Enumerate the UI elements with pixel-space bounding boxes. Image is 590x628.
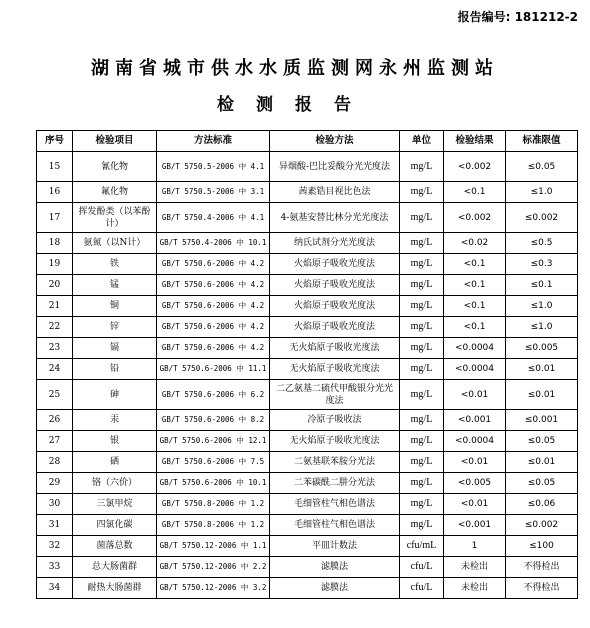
cell-method: 纳氏试剂分光光度法	[270, 233, 400, 254]
cell-item: 镉	[73, 338, 157, 359]
table-row	[37, 359, 578, 380]
cell-unit: cfu/L	[400, 557, 444, 578]
cell-no: 26	[37, 410, 73, 431]
cell-item: 四氯化碳	[73, 515, 157, 536]
cell-result: <0.01	[444, 380, 506, 410]
cell-result: <0.1	[444, 317, 506, 338]
cell-unit: mg/L	[400, 152, 444, 182]
cell-standard: GB/T 5750.6-2006 中 4.2	[157, 317, 270, 338]
cell-standard: GB/T 5750.8-2006 中 1.2	[157, 494, 270, 515]
col-header-unit: 单位	[400, 131, 444, 152]
cell-method: 火焰原子吸收光度法	[270, 275, 400, 296]
cell-unit: mg/L	[400, 515, 444, 536]
cell-result: 未检出	[444, 557, 506, 578]
table-row	[37, 275, 578, 296]
cell-no: 31	[37, 515, 73, 536]
cell-no: 20	[37, 275, 73, 296]
cell-limit: 不得检出	[506, 578, 578, 599]
cell-item: 砷	[73, 380, 157, 410]
cell-limit: ≤0.3	[506, 254, 578, 275]
cell-standard: GB/T 5750.4-2006 中 4.1	[157, 203, 270, 233]
cell-limit: ≤0.06	[506, 494, 578, 515]
cell-result: <0.0004	[444, 359, 506, 380]
cell-no: 32	[37, 536, 73, 557]
cell-item: 氨氮（以N计）	[73, 233, 157, 254]
cell-standard: GB/T 5750.6-2006 中 7.5	[157, 452, 270, 473]
cell-standard: GB/T 5750.6-2006 中 6.2	[157, 380, 270, 410]
cell-unit: mg/L	[400, 494, 444, 515]
cell-method: 平皿计数法	[270, 536, 400, 557]
cell-item: 汞	[73, 410, 157, 431]
cell-no: 24	[37, 359, 73, 380]
cell-unit: mg/L	[400, 410, 444, 431]
table-row	[37, 452, 578, 473]
cell-unit: mg/L	[400, 431, 444, 452]
cell-no: 23	[37, 338, 73, 359]
cell-standard: GB/T 5750.6-2006 中 4.2	[157, 338, 270, 359]
cell-item: 挥发酚类（以苯酚计）	[73, 203, 157, 233]
cell-standard: GB/T 5750.5-2006 中 3.1	[157, 182, 270, 203]
cell-unit: mg/L	[400, 452, 444, 473]
cell-method: 冷原子吸收法	[270, 410, 400, 431]
cell-no: 33	[37, 557, 73, 578]
cell-limit: ≤0.01	[506, 359, 578, 380]
cell-item: 菌落总数	[73, 536, 157, 557]
table-row	[37, 431, 578, 452]
cell-unit: mg/L	[400, 317, 444, 338]
cell-standard: GB/T 5750.12-2006 中 3.2	[157, 578, 270, 599]
cell-limit: ≤0.01	[506, 380, 578, 410]
cell-limit: ≤0.002	[506, 203, 578, 233]
cell-limit: ≤0.05	[506, 473, 578, 494]
table-row	[37, 203, 578, 233]
table-row	[37, 473, 578, 494]
table-row	[37, 410, 578, 431]
cell-method: 茜素锆目视比色法	[270, 182, 400, 203]
cell-limit: ≤100	[506, 536, 578, 557]
cell-method: 滤膜法	[270, 578, 400, 599]
cell-no: 29	[37, 473, 73, 494]
cell-result: <0.001	[444, 515, 506, 536]
cell-standard: GB/T 5750.6-2006 中 11.1	[157, 359, 270, 380]
table-row	[37, 515, 578, 536]
cell-item: 铬（六价）	[73, 473, 157, 494]
cell-result: <0.1	[444, 254, 506, 275]
cell-standard: GB/T 5750.6-2006 中 10.1	[157, 473, 270, 494]
cell-limit: ≤1.0	[506, 317, 578, 338]
cell-method: 滤膜法	[270, 557, 400, 578]
cell-item: 氟化物	[73, 182, 157, 203]
cell-limit: ≤1.0	[506, 182, 578, 203]
table-row	[37, 338, 578, 359]
cell-standard: GB/T 5750.6-2006 中 4.2	[157, 296, 270, 317]
cell-item: 铁	[73, 254, 157, 275]
cell-standard: GB/T 5750.6-2006 中 4.2	[157, 275, 270, 296]
cell-method: 二苯碳酰二肼分光法	[270, 473, 400, 494]
cell-standard: GB/T 5750.6-2006 中 12.1	[157, 431, 270, 452]
cell-method: 火焰原子吸收光度法	[270, 296, 400, 317]
cell-unit: cfu/mL	[400, 536, 444, 557]
col-header-result: 检验结果	[444, 131, 506, 152]
col-header-item: 检验项目	[73, 131, 157, 152]
table-row	[37, 233, 578, 254]
cell-no: 21	[37, 296, 73, 317]
cell-method: 二乙氨基二硫代甲酸银分光光度法	[270, 380, 400, 410]
cell-result: <0.0004	[444, 431, 506, 452]
cell-item: 锰	[73, 275, 157, 296]
cell-item: 铅	[73, 359, 157, 380]
cell-unit: mg/L	[400, 473, 444, 494]
cell-unit: mg/L	[400, 254, 444, 275]
cell-no: 22	[37, 317, 73, 338]
table-header-row	[37, 131, 578, 152]
cell-limit: ≤0.1	[506, 275, 578, 296]
cell-result: 未检出	[444, 578, 506, 599]
col-header-method: 检验方法	[270, 131, 400, 152]
cell-method: 毛细管柱气相色谱法	[270, 515, 400, 536]
cell-limit: ≤0.05	[506, 431, 578, 452]
cell-result: <0.0004	[444, 338, 506, 359]
cell-result: <0.005	[444, 473, 506, 494]
cell-unit: cfu/L	[400, 578, 444, 599]
table-row	[37, 317, 578, 338]
cell-item: 锌	[73, 317, 157, 338]
cell-method: 无火焰原子吸收光度法	[270, 431, 400, 452]
cell-item: 氰化物	[73, 152, 157, 182]
cell-no: 19	[37, 254, 73, 275]
report-number: 报告编号: 181212-2	[457, 10, 578, 24]
col-header-limit: 标准限值	[506, 131, 578, 152]
cell-result: <0.01	[444, 452, 506, 473]
results-table	[36, 130, 578, 599]
cell-limit: ≤0.01	[506, 452, 578, 473]
cell-result: <0.002	[444, 203, 506, 233]
table-row	[37, 182, 578, 203]
cell-standard: GB/T 5750.6-2006 中 4.2	[157, 254, 270, 275]
cell-method: 火焰原子吸收光度法	[270, 254, 400, 275]
report-title: 湖南省城市供水水质监测网永州监测站	[91, 58, 499, 79]
cell-standard: GB/T 5750.5-2006 中 4.1	[157, 152, 270, 182]
cell-standard: GB/T 5750.12-2006 中 2.2	[157, 557, 270, 578]
cell-no: 18	[37, 233, 73, 254]
cell-no: 17	[37, 203, 73, 233]
table-row	[37, 380, 578, 410]
col-header-standard: 方法标准	[157, 131, 270, 152]
cell-result: <0.1	[444, 182, 506, 203]
cell-unit: mg/L	[400, 359, 444, 380]
cell-method: 无火焰原子吸收光度法	[270, 338, 400, 359]
cell-unit: mg/L	[400, 203, 444, 233]
cell-unit: mg/L	[400, 380, 444, 410]
cell-limit: ≤0.5	[506, 233, 578, 254]
cell-result: <0.1	[444, 275, 506, 296]
cell-result: <0.001	[444, 410, 506, 431]
cell-no: 25	[37, 380, 73, 410]
cell-item: 银	[73, 431, 157, 452]
cell-item: 铜	[73, 296, 157, 317]
cell-result: <0.01	[444, 494, 506, 515]
cell-method: 异烟酸-巴比妥酸分光光度法	[270, 152, 400, 182]
cell-limit: ≤1.0	[506, 296, 578, 317]
cell-result: <0.02	[444, 233, 506, 254]
cell-limit: ≤0.05	[506, 152, 578, 182]
table-row	[37, 254, 578, 275]
cell-no: 15	[37, 152, 73, 182]
cell-limit: ≤0.001	[506, 410, 578, 431]
cell-no: 16	[37, 182, 73, 203]
cell-method: 火焰原子吸收光度法	[270, 317, 400, 338]
cell-result: 1	[444, 536, 506, 557]
cell-standard: GB/T 5750.8-2006 中 1.2	[157, 515, 270, 536]
cell-limit: 不得检出	[506, 557, 578, 578]
col-header-no: 序号	[37, 131, 73, 152]
cell-item: 总大肠菌群	[73, 557, 157, 578]
cell-unit: mg/L	[400, 338, 444, 359]
table-row	[37, 557, 578, 578]
cell-unit: mg/L	[400, 233, 444, 254]
table-row	[37, 494, 578, 515]
cell-unit: mg/L	[400, 182, 444, 203]
cell-no: 27	[37, 431, 73, 452]
cell-result: <0.002	[444, 152, 506, 182]
cell-no: 34	[37, 578, 73, 599]
table-row	[37, 152, 578, 182]
cell-method: 毛细管柱气相色谱法	[270, 494, 400, 515]
cell-unit: mg/L	[400, 275, 444, 296]
cell-result: <0.1	[444, 296, 506, 317]
cell-item: 三氯甲烷	[73, 494, 157, 515]
cell-no: 28	[37, 452, 73, 473]
cell-standard: GB/T 5750.4-2006 中 10.1	[157, 233, 270, 254]
table-row	[37, 296, 578, 317]
cell-limit: ≤0.002	[506, 515, 578, 536]
cell-method: 二氨基联苯胺分光法	[270, 452, 400, 473]
cell-item: 耐热大肠菌群	[73, 578, 157, 599]
table-row	[37, 536, 578, 557]
cell-limit: ≤0.005	[506, 338, 578, 359]
cell-method: 4-氨基安替比林分光光度法	[270, 203, 400, 233]
cell-item: 硒	[73, 452, 157, 473]
cell-no: 30	[37, 494, 73, 515]
cell-standard: GB/T 5750.12-2006 中 1.1	[157, 536, 270, 557]
table-row	[37, 578, 578, 599]
cell-unit: mg/L	[400, 296, 444, 317]
cell-standard: GB/T 5750.6-2006 中 8.2	[157, 410, 270, 431]
report-subtitle: 检测报告	[217, 95, 373, 115]
cell-method: 无火焰原子吸收光度法	[270, 359, 400, 380]
